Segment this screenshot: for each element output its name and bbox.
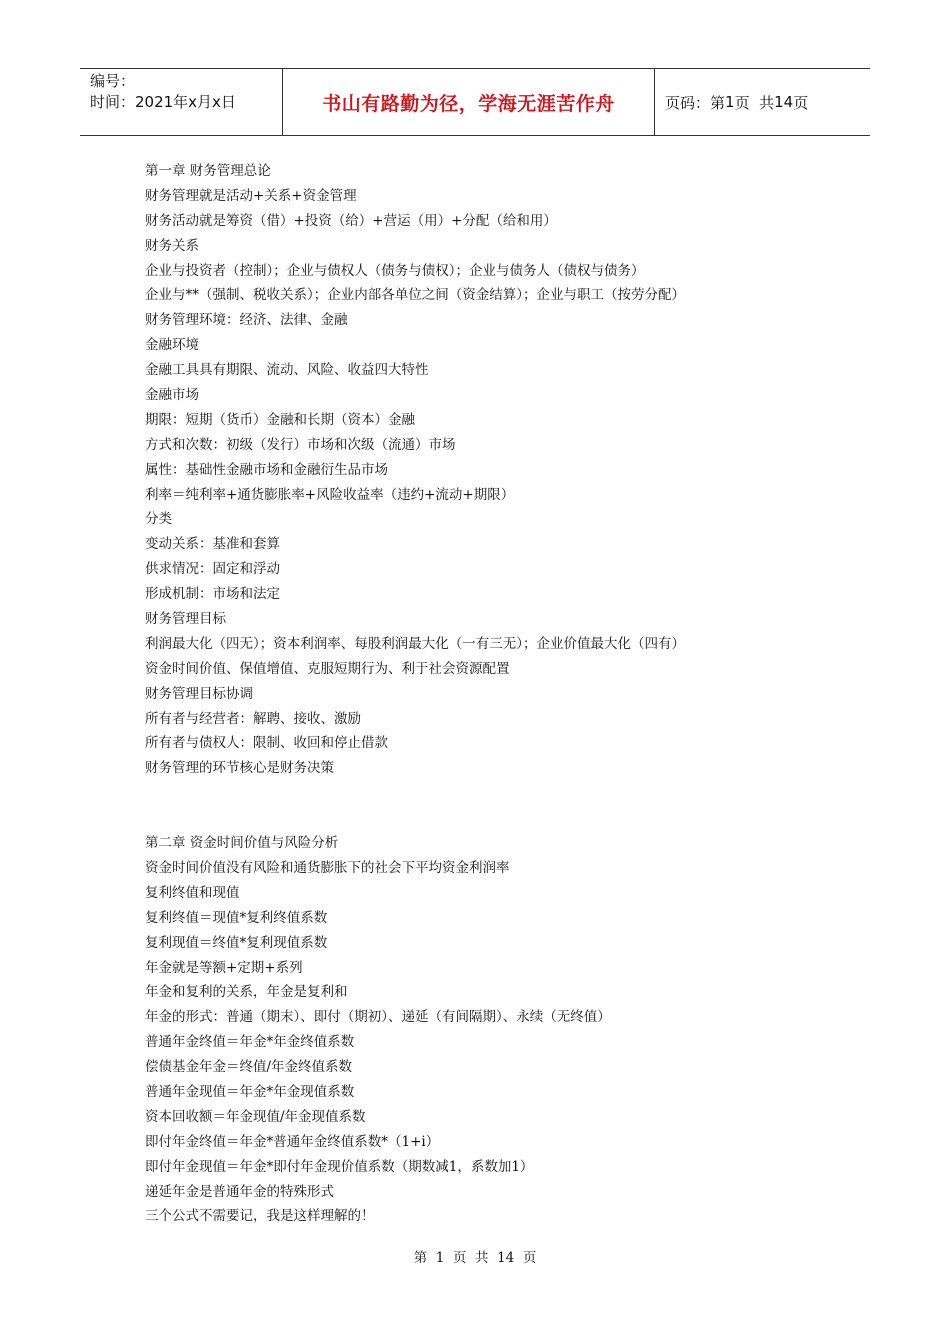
text-line: 所有者与债权人：限制、收回和停止借款 (145, 735, 388, 752)
text-line: 方式和次数：初级（发行）市场和次级（流通）市场 (145, 436, 456, 453)
footer-page-total: 14 (497, 1250, 515, 1266)
header-page-end: 页 (793, 93, 809, 112)
text-line: 即付年金现值＝年金*即付年金现价值系数（期数减1，系数加1） (145, 1158, 534, 1175)
chapter-heading: 第一章 财务管理总论 (145, 163, 271, 179)
document-body (145, 159, 845, 1229)
text-line: 利润最大化（四无）；资本利润率、每股利润最大化（一有三无）；企业价值最大化（四有） (145, 635, 685, 652)
chapter-heading: 第二章 资金时间价值与风险分析 (145, 835, 339, 852)
text-line: 财务管理就是活动+关系+资金管理 (145, 187, 357, 204)
text-line: 分类 (145, 511, 172, 528)
text-line: 所有者与经营者：解聘、接收、激励 (145, 710, 361, 727)
text-line: 复利现值＝终值*复利现值系数 (145, 934, 328, 951)
text-line: 资金时间价值没有风险和通货膨胀下的社会下平均资金利润率 (145, 859, 510, 876)
text-line: 偿债基金年金＝终值/年金终值系数 (145, 1059, 353, 1076)
text-line: 即付年金终值＝年金*普通年金终值系数*（1+i） (145, 1133, 440, 1150)
text-line: 财务活动就是筹资（借）+投资（给）+营运（用）+分配（给和用） (145, 212, 557, 229)
text-line: 财务管理环境：经济、法律、金融 (145, 312, 348, 329)
footer-mid: 页 共 (444, 1250, 498, 1266)
header-page-label: 页码：第 (665, 93, 726, 112)
text-line: 复利终值和现值 (145, 884, 240, 901)
text-line: 年金就是等额+定期+系列 (145, 959, 303, 976)
text-line: 复利终值＝现值*复利终值系数 (145, 909, 328, 926)
text-line: 年金和复利的关系，年金是复利和 (145, 984, 348, 1001)
section-gap (145, 781, 845, 831)
header-meta (80, 69, 283, 135)
chapter-1-section (145, 159, 845, 781)
text-line: 利率＝纯利率+通货膨胀率+风险收益率（违约+流动+期限） (145, 486, 515, 503)
text-line: 财务管理目标协调 (145, 685, 253, 702)
text-line: 金融市场 (145, 387, 199, 404)
footer-page-number: 1 (435, 1250, 445, 1266)
text-line: 资金时间价值、保值增值、克服短期行为、利于社会资源配置 (145, 660, 510, 677)
text-line: 金融环境 (145, 337, 199, 354)
footer-prefix: 第 (413, 1250, 436, 1266)
header-motto: 书山有路勤为径，学海无涯苦作舟 (283, 69, 655, 135)
text-line: 金融工具具有期限、流动、风险、收益四大特性 (145, 362, 429, 379)
text-line: 财务关系 (145, 237, 199, 254)
page-header (80, 68, 870, 136)
text-line: 资本回收额＝年金现值/年金现值系数 (145, 1108, 366, 1125)
text-line: 企业与投资者（控制）；企业与债权人（债务与债权）；企业与债务人（债权与债务） (145, 262, 645, 279)
text-line: 年金的形式：普通（期末）、即付（期初）、递延（有间隔期）、永续（无终值） (145, 1009, 611, 1026)
header-page-total: 14 (774, 93, 794, 111)
text-line: 期限：短期（货币）金融和长期（资本）金融 (145, 411, 415, 428)
page-footer (0, 1246, 950, 1266)
text-line: 形成机制：市场和法定 (145, 586, 280, 603)
footer-suffix: 页 (514, 1250, 537, 1266)
document-number-label: 编号： (90, 72, 136, 90)
text-line: 财务管理的环节核心是财务决策 (145, 760, 334, 777)
text-line: 变动关系：基准和套算 (145, 536, 280, 553)
text-line: 普通年金终值＝年金*年金终值系数 (145, 1034, 355, 1051)
header-page-mid: 页 共 (734, 93, 775, 112)
text-line: 企业与**（强制、税收关系）；企业内部各单位之间（资金结算）；企业与职工（按劳分配） (145, 287, 685, 304)
text-line: 递延年金是普通年金的特殊形式 (145, 1183, 334, 1200)
text-line: 三个公式不需要记，我是这样理解的！ (145, 1208, 375, 1225)
document-date: 时间：2021年x月x日 (90, 93, 236, 111)
text-line: 普通年金现值＝年金*年金现值系数 (145, 1083, 355, 1100)
text-line: 属性：基础性金融市场和金融衍生品市场 (145, 461, 388, 478)
header-page-number: 1 (725, 93, 735, 111)
text-line: 供求情况：固定和浮动 (145, 561, 280, 578)
header-page-info (655, 69, 870, 135)
text-line: 财务管理目标 (145, 611, 226, 628)
chapter-2-section (145, 831, 845, 1229)
